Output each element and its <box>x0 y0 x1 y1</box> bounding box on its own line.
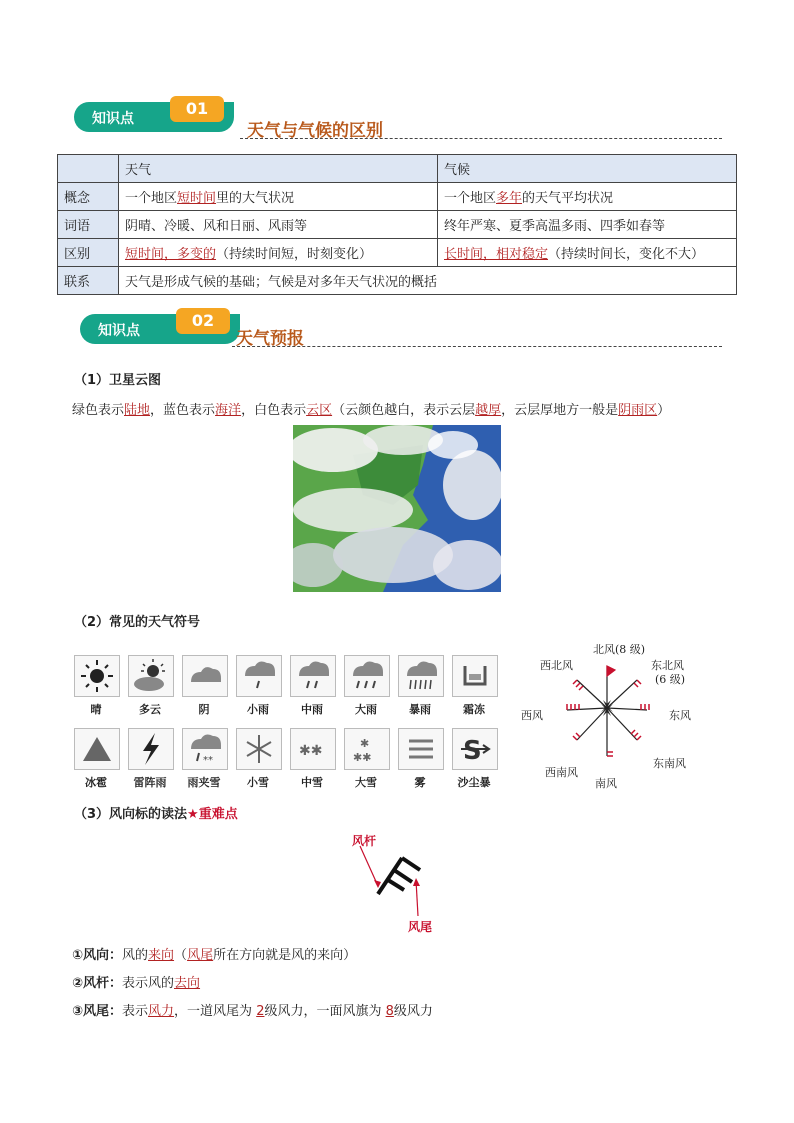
weather-climate-table <box>57 154 737 295</box>
overcast-icon <box>182 655 228 697</box>
wind-barb-diagram <box>350 828 460 938</box>
weather-label: 雾 <box>414 776 426 789</box>
hail-icon <box>74 728 120 770</box>
weather-label: 小雨 <box>247 703 269 716</box>
note-wind-direction: ①风向：风的来向（风尾所在方向就是风的来向） <box>72 948 357 963</box>
section-number: 01 <box>170 96 224 122</box>
heavy-rain-icon <box>344 655 390 697</box>
table-cell: 短时间，多变的（持续时间短，时刻变化） <box>119 239 438 267</box>
section-divider <box>232 346 722 347</box>
fog-icon <box>398 728 444 770</box>
light-snow-icon <box>236 728 282 770</box>
sandstorm-icon <box>452 728 498 770</box>
wind-label-northwest: 西北风 <box>540 659 573 672</box>
table-cell: 一个地区多年的天气平均状况 <box>438 183 737 211</box>
section-title-1: 天气与气候的区别 <box>247 121 383 141</box>
wind-label-north: 北风(8 级) <box>593 643 646 656</box>
weather-label: 沙尘暴 <box>457 776 491 789</box>
table-row <box>58 183 737 211</box>
subheading-satellite: （1）卫星云图 <box>74 373 162 388</box>
svg-text:**: ** <box>203 755 213 766</box>
weather-label: 中雪 <box>301 776 323 789</box>
weather-label: 小雪 <box>247 776 269 789</box>
table-cell: 长时间，相对稳定（持续时间长，变化不大） <box>438 239 737 267</box>
frost-icon <box>452 655 498 697</box>
sleet-icon <box>182 728 228 770</box>
weather-label: 冰雹 <box>85 776 107 789</box>
heavy-snow-icon <box>344 728 390 770</box>
wind-label-southeast: 东南风 <box>653 757 686 770</box>
section-title-2: 天气预报 <box>236 329 304 349</box>
table-header-row <box>58 155 737 183</box>
section-badge-label: 知识点 <box>92 111 134 127</box>
wind-label-west: 西风 <box>521 709 543 722</box>
satellite-cloud-image <box>293 425 501 592</box>
weather-label: 大雪 <box>355 776 377 789</box>
weather-label: 暴雨 <box>409 703 431 716</box>
table-row <box>58 267 737 295</box>
svg-text:✱: ✱ <box>360 737 370 750</box>
section-badge-2 <box>80 308 250 342</box>
row-label: 联系 <box>58 267 119 295</box>
light-rain-icon <box>236 655 282 697</box>
weather-label: 多云 <box>139 703 161 716</box>
section-divider <box>240 138 722 139</box>
svg-text:✱✱: ✱✱ <box>353 751 372 764</box>
weather-label: 晴 <box>90 703 102 716</box>
note-wind-pole: ②风杆：表示风的去向 <box>72 976 201 991</box>
section-badge-label: 知识点 <box>98 323 140 339</box>
partly-cloudy-icon <box>128 655 174 697</box>
table-cell: 一个地区短时间里的大气状况 <box>119 183 438 211</box>
wind-pole-label: 风杆 <box>352 834 377 848</box>
row-label: 词语 <box>58 211 119 239</box>
table-header-cell: 天气 <box>119 155 438 183</box>
wind-label-south: 南风 <box>595 777 617 790</box>
table-cell: 终年严寒、夏季高温多雨、四季如春等 <box>438 211 737 239</box>
table-row <box>58 211 737 239</box>
weather-label: 中雨 <box>301 703 323 716</box>
note-wind-tail: ③风尾：表示风力，一道风尾为 2级风力，一面风旗为 8级风力 <box>72 1004 433 1019</box>
row-label: 区别 <box>58 239 119 267</box>
wind-label-east: 东风 <box>669 709 691 722</box>
moderate-rain-icon <box>290 655 336 697</box>
sun-icon <box>74 655 120 697</box>
subheading-weather-symbols: （2）常见的天气符号 <box>74 615 201 630</box>
table-cell: 天气是形成气候的基础；气候是对多年天气状况的概括 <box>119 267 737 295</box>
wind-label-northeast: 东北风 <box>651 659 684 672</box>
moderate-snow-icon <box>290 728 336 770</box>
weather-label: 霜冻 <box>463 703 485 716</box>
table-header-cell <box>58 155 119 183</box>
subheading-wind-barb: （3）风向标的读法★重难点 <box>74 807 238 822</box>
satellite-description: 绿色表示陆地，蓝色表示海洋，白色表示云区（云颜色越白，表示云层越厚，云层厚地方一般是阴雨区） <box>72 403 671 418</box>
section-badge-1 <box>74 96 244 130</box>
rainstorm-icon <box>398 655 444 697</box>
svg-text:✱✱: ✱✱ <box>299 743 323 759</box>
weather-label: 大雨 <box>355 703 377 716</box>
thunderstorm-icon <box>128 728 174 770</box>
row-label: 概念 <box>58 183 119 211</box>
weather-label: 雷阵雨 <box>133 776 167 789</box>
wind-direction-diagram <box>515 638 705 793</box>
svg-text:S: S <box>463 736 482 766</box>
table-header-cell: 气候 <box>438 155 737 183</box>
wind-label-southwest: 西南风 <box>545 766 578 779</box>
weather-label: 雨夹雪 <box>187 776 221 789</box>
table-cell: 阴晴、冷暖、风和日丽、风雨等 <box>119 211 438 239</box>
table-row <box>58 239 737 267</box>
section-number: 02 <box>176 308 230 334</box>
wind-label-northeast-level: (6 级) <box>655 673 686 686</box>
wind-tail-label: 风尾 <box>408 920 433 934</box>
weather-label: 阴 <box>198 703 210 716</box>
